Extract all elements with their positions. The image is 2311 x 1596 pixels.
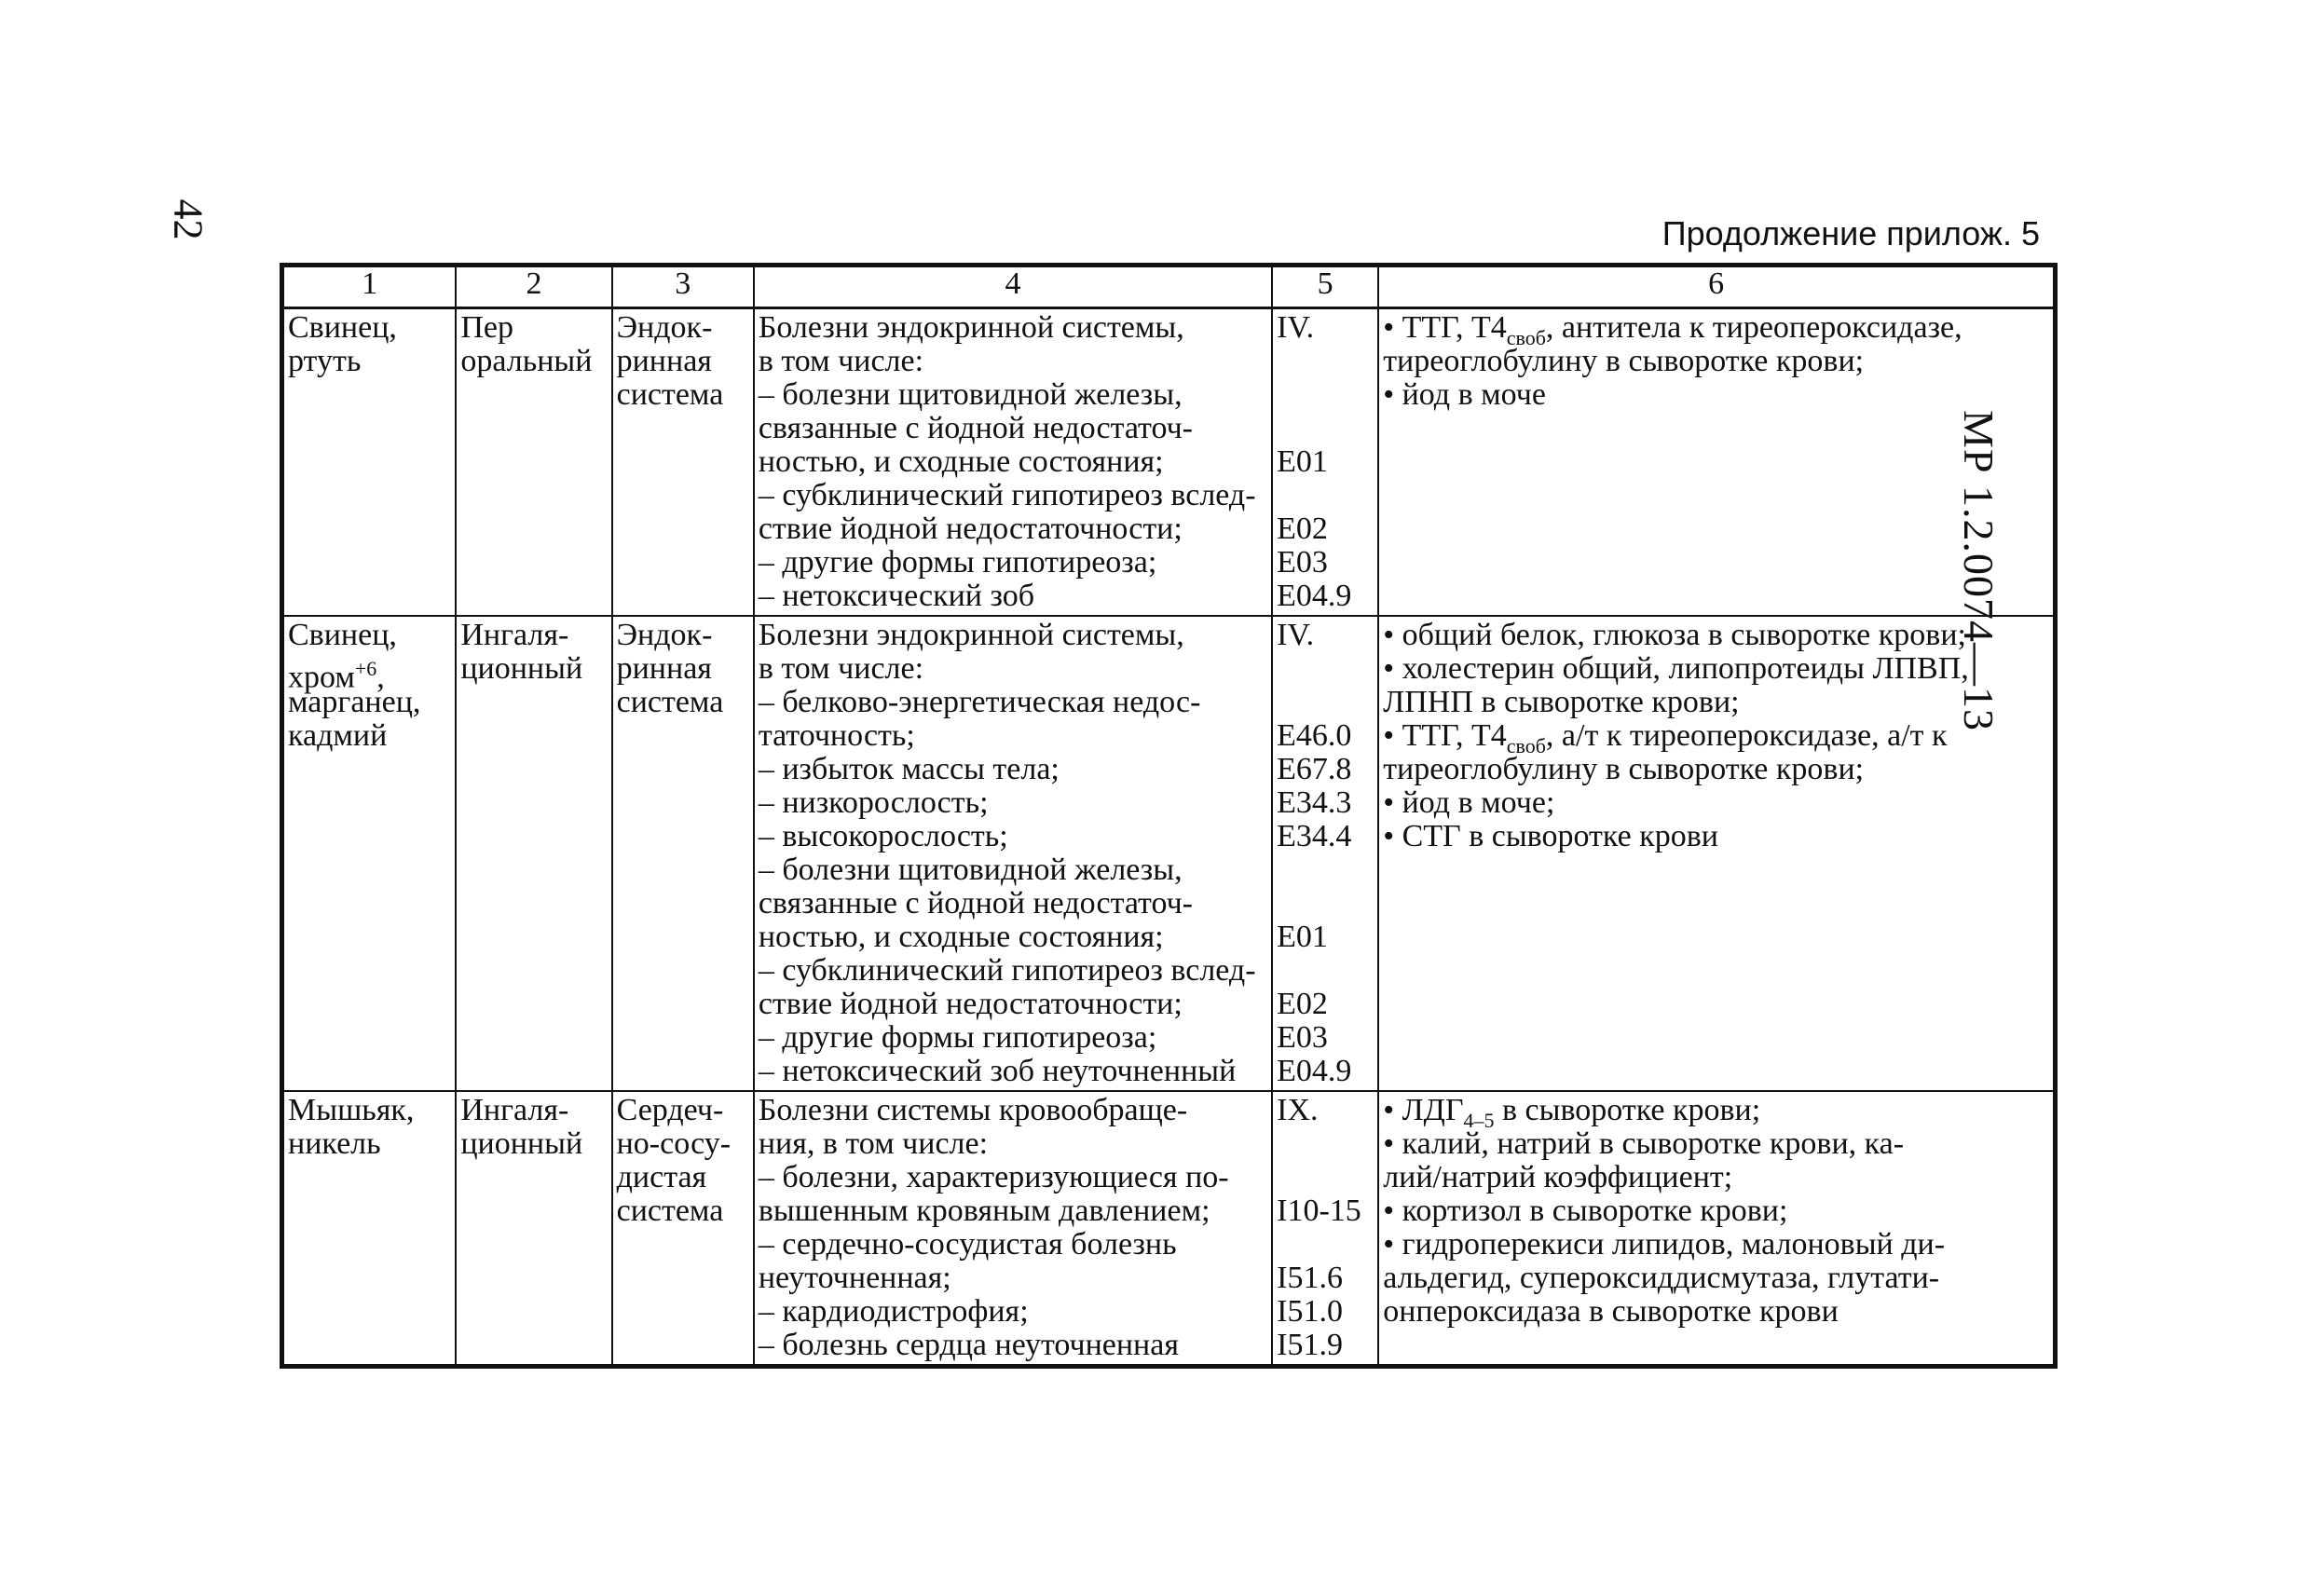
cell-line: Болезни эндокринной системы,: [758, 310, 1184, 345]
cell-line: • кортизол в сыворотке крови;: [1383, 1194, 1788, 1228]
tests-cell: [1378, 308, 2055, 617]
cell-line: – болезни щитовидной железы,: [758, 853, 1183, 887]
cell-line: онпероксидаза в сыворотке крови: [1383, 1294, 1839, 1329]
column-header: 2: [456, 266, 611, 308]
cell-line: ционный: [460, 1126, 583, 1161]
cell-line: I51.0: [1277, 1294, 1343, 1329]
cell-line: марганец,: [288, 685, 421, 719]
cell-line: • калий, натрий в сыворотке крови, ка-: [1383, 1126, 1905, 1161]
cell-line: ностью, и сходные состояния;: [758, 920, 1164, 954]
cell-line: никель: [288, 1126, 381, 1161]
document-code: МР 1.2.0074—13: [1955, 410, 2003, 731]
cell-line: IV.: [1277, 618, 1315, 652]
cell-line: • ТТГ, $Т4_{своб}$, а/т к тиреопероксидазе, а/т к: [1383, 718, 1948, 757]
table-header-row: [282, 266, 2056, 308]
diseases-cell: [754, 616, 1272, 1091]
column-header: 1: [282, 266, 457, 308]
cell-line: E34.4: [1277, 819, 1352, 853]
cell-line: – кардиодистрофия;: [758, 1294, 1029, 1329]
cell-line: тиреоглобулину в сыворотке крови;: [1383, 344, 1865, 378]
continuation-label: Продолжение прилож. 5: [1661, 214, 2040, 252]
cell-line: • холестерин общий, липопротеиды ЛПВП,: [1383, 651, 1969, 686]
cell-line: [1277, 887, 1374, 921]
appendix-table: [280, 263, 2058, 1369]
cell-line: – сердечно-сосудистая болезнь: [758, 1227, 1177, 1262]
column-header: 4: [754, 266, 1272, 308]
cell-line: – белково-энергетическая недос-: [758, 685, 1201, 719]
system-cell: [612, 616, 754, 1091]
cell-line: E03: [1277, 1020, 1328, 1055]
cell-line: – субклинический гипотиреоз вслед-: [758, 478, 1256, 512]
cell-line: E02: [1277, 512, 1328, 546]
cell-line: – другие формы гипотиреоза;: [758, 545, 1157, 580]
column-header: 3: [612, 266, 754, 308]
cell-line: вышенным кровяным давлением;: [758, 1194, 1210, 1228]
cell-line: ртуть: [288, 344, 362, 378]
cell-line: [1277, 378, 1374, 412]
cell-line: – другие формы гипотиреоза;: [758, 1020, 1157, 1055]
cell-line: Пер: [460, 310, 513, 345]
cell-line: IV.: [1277, 310, 1315, 345]
cell-line: – болезнь сердца неуточненная: [758, 1328, 1179, 1362]
cell-line: • СТГ в сыворотке крови: [1383, 819, 1718, 853]
cell-line: E02: [1277, 987, 1328, 1021]
cell-line: Свинец,: [288, 618, 397, 652]
cell-line: Сердеч-: [616, 1093, 724, 1127]
cell-line: но-сосу-: [616, 1126, 732, 1161]
cell-line: E34.3: [1277, 785, 1352, 820]
column-header: 6: [1378, 266, 2055, 308]
cell-line: Болезни системы кровообраще-: [758, 1093, 1188, 1127]
cell-line: система: [616, 1194, 724, 1228]
cell-line: хром$^{+6}$,: [288, 657, 385, 695]
cell-line: [1277, 479, 1374, 512]
cell-line: – избыток массы тела;: [758, 752, 1060, 786]
cell-line: [1277, 954, 1374, 988]
cell-line: ния, в том числе:: [758, 1126, 989, 1161]
cell-line: I10-15: [1277, 1194, 1361, 1228]
cell-line: в том числе:: [758, 344, 924, 378]
cell-line: ностью, и сходные состояния;: [758, 444, 1164, 479]
cell-line: [1277, 853, 1374, 887]
table-row: [282, 308, 2056, 617]
cell-line: Болезни эндокринной системы,: [758, 618, 1184, 652]
cell-line: [1277, 1228, 1374, 1262]
icd-code-cell: [1272, 1091, 1378, 1367]
cell-line: система: [616, 685, 724, 719]
cell-line: E67.8: [1277, 752, 1352, 786]
cell-line: связанные с йодной недостаточ-: [758, 411, 1194, 445]
cell-line: E01: [1277, 444, 1328, 479]
cell-line: • йод в моче;: [1383, 785, 1555, 820]
route-cell: [456, 1091, 611, 1367]
cell-line: ционный: [460, 651, 583, 686]
cell-line: – болезни, характеризующиеся по-: [758, 1160, 1229, 1194]
cell-line: E46.0: [1277, 718, 1352, 753]
diseases-cell: [754, 308, 1272, 617]
cell-line: кадмий: [288, 718, 388, 753]
cell-line: неуточненная;: [758, 1261, 951, 1295]
cell-line: Эндок-: [616, 310, 713, 345]
cell-line: I51.6: [1277, 1261, 1343, 1295]
cell-line: – болезни щитовидной железы,: [758, 377, 1183, 412]
system-cell: [612, 308, 754, 617]
tests-cell: [1378, 1091, 2055, 1367]
cell-line: [1277, 652, 1374, 686]
cell-line: Ингаля-: [460, 618, 569, 652]
cell-line: – нетоксический зоб: [758, 579, 1035, 613]
column-header: 5: [1272, 266, 1378, 308]
cell-line: дистая: [616, 1160, 707, 1194]
table-row: [282, 616, 2056, 1091]
cell-line: – низкорослость;: [758, 785, 989, 820]
cell-line: в том числе:: [758, 651, 924, 686]
cell-line: [1277, 1161, 1374, 1194]
cell-line: IX.: [1277, 1093, 1319, 1127]
cell-line: – нетоксический зоб неуточненный: [758, 1054, 1237, 1088]
cell-line: Эндок-: [616, 618, 713, 652]
cell-line: [1277, 686, 1374, 719]
icd-code-cell: [1272, 616, 1378, 1091]
system-cell: [612, 1091, 754, 1367]
cell-line: • ТТГ, $Т4_{своб}$, антитела к тиреопероксидазе,: [1383, 310, 1962, 349]
substance-cell: [282, 616, 457, 1091]
cell-line: E01: [1277, 920, 1328, 954]
cell-line: – высокорослость;: [758, 819, 1008, 853]
cell-line: лий/натрий коэффициент;: [1383, 1160, 1733, 1194]
cell-line: ринная: [616, 651, 712, 686]
icd-code-cell: [1272, 308, 1378, 617]
cell-line: ствие йодной недостаточности;: [758, 987, 1183, 1021]
cell-line: ЛПНП в сыворотке крови;: [1383, 685, 1740, 719]
substance-cell: [282, 308, 457, 617]
cell-line: • общий белок, глюкоза в сыворотке крови;: [1383, 618, 1966, 652]
cell-line: связанные с йодной недостаточ-: [758, 886, 1194, 921]
route-cell: [456, 308, 611, 617]
cell-line: [1277, 1127, 1374, 1161]
cell-line: • $ЛДГ_{4-5}$ в сыворотке крови;: [1383, 1093, 1761, 1132]
cell-line: ствие йодной недостаточности;: [758, 512, 1183, 546]
cell-line: альдегид, супероксиддисмутаза, глутати-: [1383, 1261, 1940, 1295]
cell-line: ринная: [616, 344, 712, 378]
tests-cell: [1378, 616, 2055, 1091]
cell-line: [1277, 412, 1374, 445]
cell-line: I51.9: [1277, 1328, 1343, 1362]
cell-line: E04.9: [1277, 1054, 1352, 1088]
cell-line: тиреоглобулину в сыворотке крови;: [1383, 752, 1865, 786]
cell-line: • гидроперекиси липидов, малоновый ди-: [1383, 1227, 1946, 1262]
cell-line: E04.9: [1277, 579, 1352, 613]
cell-line: оральный: [460, 344, 593, 378]
cell-line: таточность;: [758, 718, 915, 753]
cell-line: – субклинический гипотиреоз вслед-: [758, 953, 1256, 988]
cell-line: система: [616, 377, 724, 412]
cell-line: Мышьяк,: [288, 1093, 415, 1127]
cell-line: • йод в моче: [1383, 377, 1546, 412]
cell-line: E03: [1277, 545, 1328, 580]
cell-line: Ингаля-: [460, 1093, 569, 1127]
route-cell: [456, 616, 611, 1091]
table-row: [282, 1091, 2056, 1367]
substance-cell: [282, 1091, 457, 1367]
page-number: 42: [165, 198, 212, 240]
cell-line: Свинец,: [288, 310, 397, 345]
cell-line: [1277, 345, 1374, 378]
diseases-cell: [754, 1091, 1272, 1367]
